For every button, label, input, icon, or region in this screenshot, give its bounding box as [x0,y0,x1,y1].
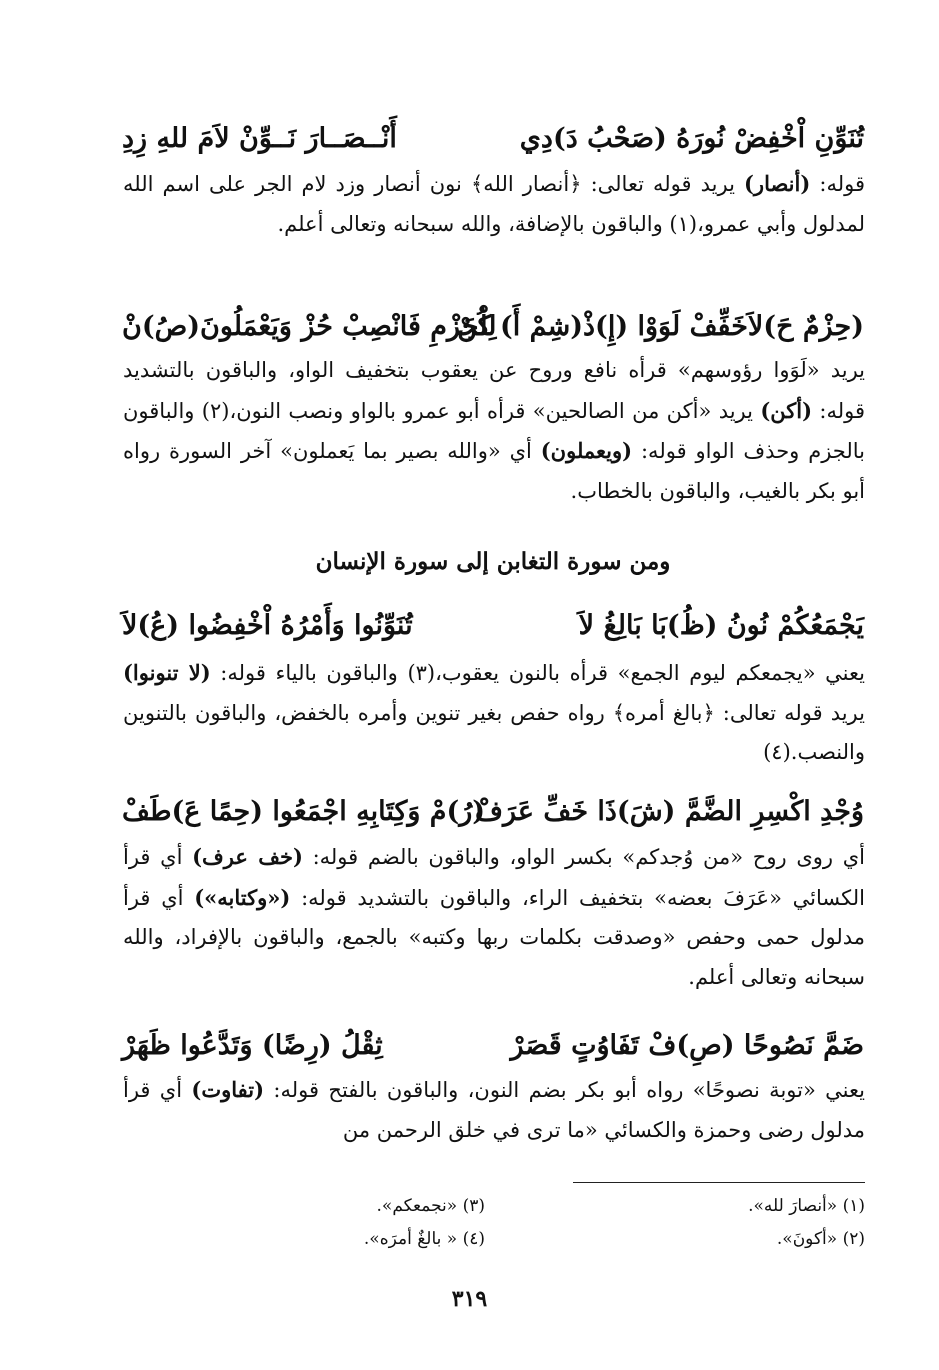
verse-line-1 [122,117,864,161]
verse-line-2 [122,305,864,349]
verse-hemistich-second: تُنَوِّنُوا وَأَمْرُهُ اْخْفِضُوا (عُ)لاَ [122,610,413,641]
keyword-bold: (ويعملون) [540,438,633,463]
footnote-1: (١) «أنصارَ لله». [748,1196,865,1216]
verse-hemistich-first: تُنَوِّنِ اْخْفِضْ نُورَهُ (صَحْبُ دَ)دِي [519,123,864,154]
commentary-paragraph-3: يعني «يجمعكم ليوم الجمع» قرأه بالنون يعقوب،(٣) والباقون بالياء قوله: (لا تنونوا) يريد قوله تعالى: ﴿بالغ أمره﴾ رواه حفص بغير تنوين وأمره بالخفض، والباقون بالتنوين والنصب.(٤) [123,660,865,764]
commentary-paragraph-4: أي روى روح «من وُجدكم» بكسر الواو، والباقون بالضم قوله: (خف عرف) أي قرأ الكسائي «عَرَفَ بعضه» بتخفيف الراء، والباقون بالتشديد قوله: («وكتابه») أي قرأ مدلول حمى وحفص «وصدقت بكلمات ربها وكتبه» بالجمع، والباقون بالإفراد، والله سبحانه وتعالى أعلم. [123,844,865,989]
verse-line-4 [122,790,864,834]
section-heading: ومن سورة التغابن إلى سورة الإنسان [315,548,671,575]
commentary-paragraph-1: قوله: (أنصار) يريد قوله تعالى: ﴿أنصار الله﴾ نون أنصار وزد لام الجر على اسم الله لمدلول وأبي عمرو،(١) والباقون بالإضافة، والله سبحانه وتعالى أعلم. [123,171,866,236]
keyword-bold: (خف عرف) [192,844,303,869]
verse-line-3 [122,604,864,648]
verse-line-5 [122,1024,864,1068]
footnote-divider [573,1182,865,1183]
keyword-bold: (لا تنونوا) [123,660,211,685]
keyword-bold: (تفاوت) [191,1077,265,1102]
page-number: ٣١٩ [451,1286,488,1312]
verse-hemistich-first: (حِزْمٌ حَ)لاَخَفِّفْ لَوَوْا (إِ)ذْ(شِمْ أَ) كُنْ [457,311,864,342]
commentary-paragraph-5: يعني «توبة نصوحًا» رواه أبو بكر بضم النون، والباقون بالفتح قوله: (تفاوت) أي قرأ مدلول رضى وحمزة والكسائي «ما ترى في خلق الرحمن من [123,1077,865,1142]
verse-hemistich-first: وُجْدِ اكْسِرِ الضَّمَّ (شَ)ذَا خَفِّ عَرَفْ [474,796,864,827]
keyword-bold: (أكن) [760,397,813,423]
footnote-4: (٤) « بالغٌ أمرَه». [363,1229,485,1249]
verse-hemistich-first: يَجْمَعُكُمْ نُونُ (ظُ)بَا بَالِغُ لاَ [578,610,864,641]
verse-hemistich-second: أَنْــصَــارَ نَــوِّنْ لاَمَ للهِ زِدِ [122,123,397,154]
keyword-bold: («وكتابه») [194,884,291,910]
verse-hemistich-second: (رُ)مْ وَكِتَابِهِ اجْمَعُوا (حِمًا عَ)طَفْ [122,796,486,827]
verse-hemistich-second: ثِقْلُ (رِضًا) وَتَدَّعُوا ظَهَرْ [122,1030,383,1061]
footnote-2: (٢) «أكونَ». [776,1229,865,1249]
commentary-paragraph-2: يريد «لَوَوا رؤوسهم» قرأه نافع وروح عن يعقوب بتخفيف الواو، والباقون بالتشديد قوله: (أكن) يريد «أكن من الصالحين» قرأه أبو عمرو بالواو ونصب النون،(٢) والباقون بالجزم وحذف الواو قوله: (ويعملون) أي «والله بصير بما يَعملون» آخر السورة رواه أبو بكر بالغيب، والباقون بالخطاب. [123,358,866,503]
keyword-bold: (أنصار) [744,171,811,196]
verse-hemistich-second: لِلْجَزْمِ فَانْصِبْ حُزْ وَيَعْمَلُونَ(صُ)نْ [122,311,497,342]
verse-hemistich-first: ضَمَّ نَصُوحًا (صِ)فْ تَفَاوُتٍ قَصَرْ [510,1030,864,1061]
footnote-3: (٣) «نجمعكم». [376,1196,485,1216]
